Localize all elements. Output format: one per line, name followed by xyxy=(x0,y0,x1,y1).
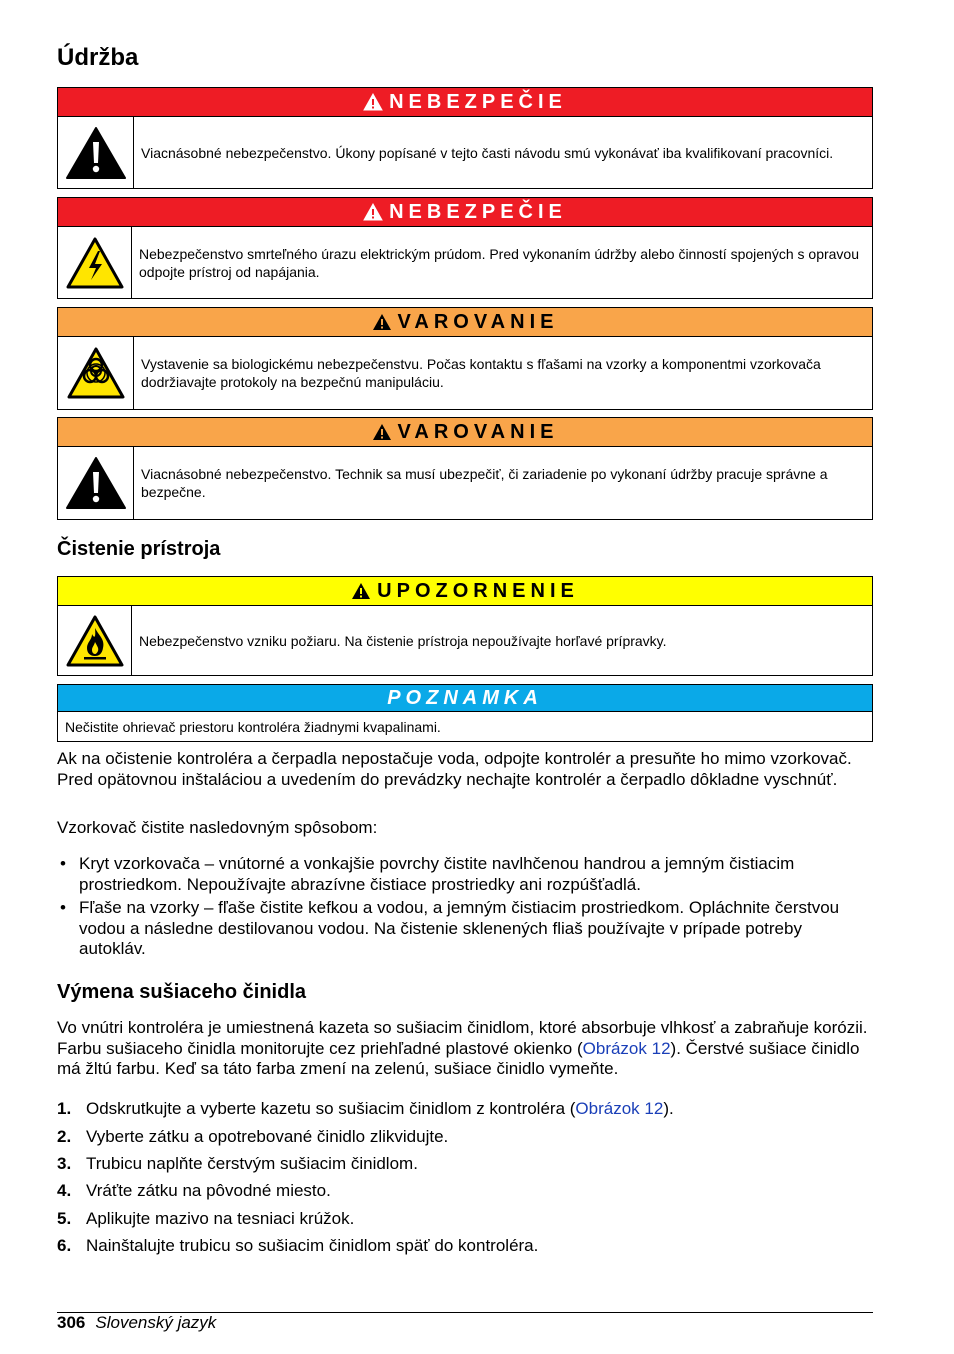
fire-hazard-icon xyxy=(58,606,132,675)
danger-header xyxy=(58,88,872,117)
warning-text: Vystavenie sa biologickému nebezpečenstvu. Počas kontaktu s fľašami na vzorky a komponentmi vzorkovača dodržiavajte protokoly na bezpečnú manipuláciu. xyxy=(141,356,821,390)
warning-label: VAROVANIE xyxy=(397,420,559,443)
warning-triangle-icon xyxy=(363,93,383,111)
step-number: 3. xyxy=(57,1154,72,1173)
page-number: 306 xyxy=(57,1313,86,1332)
desiccant-paragraph-text: Vo vnútri kontroléra je umiestnená kazeta so sušiacim činidlom, ktoré absorbuje vlhkosť a zabraňuje korózii. Farbu sušiaceho činidla monitorujte cez priehľadné plastové okienko ( xyxy=(57,1018,868,1058)
warning-triangle-icon xyxy=(351,582,371,600)
section-heading-cleaning: Čistenie prístroja xyxy=(57,538,221,560)
danger-text: Nebezpečenstvo smrteľného úrazu elektrickým prúdom. Pred vykonaním údržby alebo činností spojených s opravou odpojte prístroj od napájania. xyxy=(139,245,860,280)
caution-label: UPOZORNENIE xyxy=(377,579,579,602)
caution-text: Nebezpečenstvo vzniku požiaru. Na čistenie prístroja nepoužívajte horľavé prípravky. xyxy=(139,632,667,649)
general-warning-icon xyxy=(58,117,134,188)
danger-box-2 xyxy=(57,197,873,299)
warning-triangle-icon xyxy=(372,423,392,441)
page-title: Údržba xyxy=(57,44,139,71)
warning-triangle-icon xyxy=(363,203,383,221)
danger-label: NEBEZPEČIE xyxy=(389,200,567,223)
warning-triangle-icon xyxy=(372,313,392,331)
step-text-part: ). xyxy=(663,1099,674,1118)
list-item-text: Fľaše na vzorky – fľaše čistite kefkou a vodou, a jemným čistiacim prostriedkom. Opláchnite čerstvou vodou a následne destilovanou vodou. Na čistenie sklenených fliaš používajte v prípade potreby autokláv. xyxy=(79,898,840,958)
warning-box-2 xyxy=(57,417,873,520)
step-number: 1. xyxy=(57,1099,72,1118)
bullet-dot: • xyxy=(60,898,66,917)
warning-text: Viacnásobné nebezpečenstvo. Technik sa musí ubezpečiť, či zariadenie po vykonaní údržby pracuje správne a bezpečne. xyxy=(141,466,828,500)
biohazard-icon xyxy=(58,337,134,409)
caution-header xyxy=(58,577,872,606)
danger-text: Viacnásobné nebezpečenstvo. Úkony popísané v tejto časti návodu smú vykonávať iba kvalifikovaní pracovníci. xyxy=(141,144,834,161)
footer-language: Slovenský jazyk xyxy=(95,1313,217,1332)
list-item-text: Kryt vzorkovača – vnútorné a vonkajšie povrchy čistite navlhčenou handrou a jemným čistiacim prostriedkom. Nepoužívajte abrazívne čistiace prostriedky ani rozpúšťadlá. xyxy=(79,854,795,894)
note-text: Nečistite ohrievač priestoru kontroléra žiadnymi kvapalinami. xyxy=(65,719,441,735)
desiccant-paragraph-text: ). Čerstvé sušiace činidlo má žltú farbu. Keď sa táto farba zmení na zelenú, sušiace činidlo vymeňte. xyxy=(57,1038,860,1078)
step-number: 6. xyxy=(57,1236,72,1255)
step-number: 2. xyxy=(57,1127,72,1146)
section-heading-desiccant: Výmena sušiaceho činidla xyxy=(57,981,306,1003)
bullet-dot: • xyxy=(60,854,66,873)
step-text: Aplikujte mazivo na tesniaci krúžok. xyxy=(86,1209,355,1228)
danger-box-1 xyxy=(57,87,873,189)
cleaning-paragraph-2: Vzorkovač čistite nasledovným spôsobom: xyxy=(57,818,378,837)
caution-box xyxy=(57,576,873,676)
general-warning-icon xyxy=(58,447,134,519)
step-text xyxy=(86,1099,674,1119)
step-text-part: Odskrutkujte a vyberte kazetu so sušiacim činidlom z kontroléra ( xyxy=(86,1099,576,1118)
danger-label: NEBEZPEČIE xyxy=(389,90,567,113)
page-footer xyxy=(57,1313,216,1333)
cleaning-paragraph-1: Ak na očistenie kontroléra a čerpadla nepostačuje voda, odpojte kontrolér a presuňte ho mimo vzorkovač. Pred opätovnou inštaláciou a uvedením do prevádzky nechajte kontrolér a čerpadlo dôkladne vyschnúť. xyxy=(57,749,852,789)
figure-link[interactable]: Obrázok 12 xyxy=(582,1038,671,1058)
desiccant-paragraph xyxy=(57,1018,873,1080)
step-number: 4. xyxy=(57,1181,72,1200)
step-text: Vráťte zátku na pôvodné miesto. xyxy=(86,1181,331,1200)
warning-box-1 xyxy=(57,307,873,410)
figure-link[interactable]: Obrázok 12 xyxy=(575,1099,664,1118)
step-text: Nainštalujte trubicu so sušiacim činidlom späť do kontroléra. xyxy=(86,1236,539,1255)
warning-header xyxy=(58,418,872,447)
step-text: Trubicu naplňte čerstvým sušiacim činidlom. xyxy=(86,1154,418,1173)
warning-label: VAROVANIE xyxy=(397,310,559,333)
note-header: POZNAMKA xyxy=(58,685,872,712)
electrical-hazard-icon xyxy=(58,227,132,298)
note-box xyxy=(57,684,873,742)
step-number: 5. xyxy=(57,1209,72,1228)
danger-header xyxy=(58,198,872,227)
warning-header xyxy=(58,308,872,337)
step-text: Vyberte zátku a opotrebované činidlo zlikvidujte. xyxy=(86,1127,449,1146)
